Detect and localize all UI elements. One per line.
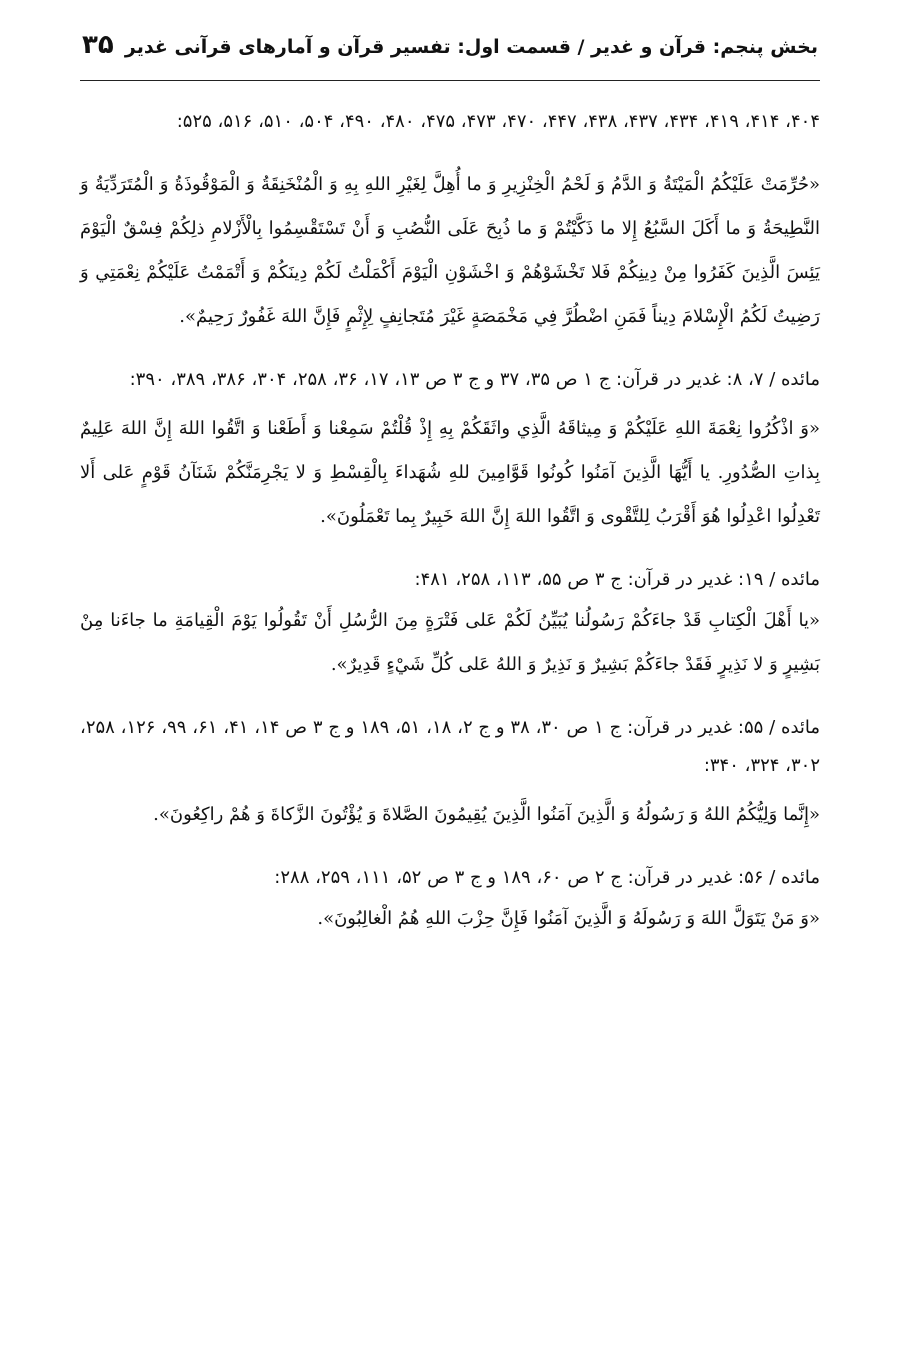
page-number: ۳۵	[82, 30, 114, 60]
reference-maidah-56: مائده / ۵۶: غدیر در قرآن: ج ۲ ص ۶۰، ۱۸۹ و ج ۳ ص ۵۲، ۱۱۱، ۲۵۹، ۲۸۸:	[274, 867, 820, 888]
running-title: بخش پنجم: قرآن و غدیر / قسمت اول: تفسیر قرآن و آمارهای قرآنی غدیر	[124, 36, 818, 58]
verse-maidah-56: «وَ مَنْ يَتَوَلَّ اللهَ وَ رَسُولَهُ وَ الَّذِينَ آمَنُوا فَإِنَّ حِزْبَ اللهِ هُمُ الْغالِبُونَ».	[317, 908, 820, 929]
reference-maidah-19: مائده / ۱۹: غدیر در قرآن: ج ۳ ص ۵۵، ۱۱۳، ۲۵۸، ۴۸۱:	[414, 569, 820, 590]
verse-maidah-19: «يا أَهْلَ الْكِتابِ قَدْ جاءَكُمْ رَسُولُنا يُبَيِّنُ لَكُمْ عَلى فَتْرَةٍ مِنَ الرُّسُلِ أَنْ تَقُولُوا يَوْمَ الْقِيامَةِ ما جاءَنا مِنْ بَشِيرٍ وَ لا نَذِيرٍ فَقَدْ جاءَكُمْ بَشِيرٌ وَ نَذِيرٌ وَ اللهُ عَلى كُلِّ شَيْءٍ قَدِيرٌ».	[80, 610, 820, 675]
page-header	[80, 30, 820, 81]
reference-maidah-55: مائده / ۵۵: غدیر در قرآن: ج ۱ ص ۳۰، ۳۸ و ج ۲، ۱۸، ۵۱، ۱۸۹ و ج ۳ ص ۱۴، ۴۱، ۶۱، ۹۹، ۱۲۶، ۲۵۸، ۳۰۲، ۳۲۴، ۳۴۰:	[80, 717, 821, 776]
page	[80, 30, 820, 941]
reference-maidah-7-8: مائده / ۷، ۸: غدیر در قرآن: ج ۱ ص ۳۵، ۳۷ و ج ۳ ص ۱۳، ۱۷، ۳۶، ۲۵۸، ۳۰۴، ۳۸۶، ۳۸۹، ۳۹۰:	[129, 369, 820, 390]
reference-continuation: ۴۰۴، ۴۱۴، ۴۱۹، ۴۳۴، ۴۳۷، ۴۳۸، ۴۴۷، ۴۷۰، ۴۷۳، ۴۷۵، ۴۸۰، ۴۹۰، ۵۰۴، ۵۱۰، ۵۱۶، ۵۲۵:	[176, 111, 820, 132]
page-body	[80, 103, 820, 941]
verse-maidah-3: «حُرِّمَتْ عَلَيْكُمُ الْمَيْتَةُ وَ الدَّمُ وَ لَحْمُ الْخِنْزِيرِ وَ ما أُهِلَّ لِغَيْرِ اللهِ بِهِ وَ الْمُنْخَنِقَةُ وَ الْمَوْقُوذَةُ وَ الْمُتَرَدِّيَةُ وَ النَّطِيحَةُ وَ ما أَكَلَ السَّبُعُ إِلا ما ذَكَّيْتُمْ وَ ما ذُبِحَ عَلَى النُّصُبِ وَ أَنْ تَسْتَقْسِمُوا بِالْأَزْلامِ ذلِكُمْ فِسْقٌ الْيَوْمَ يَئِسَ الَّذِينَ كَفَرُوا مِنْ دِينِكُمْ فَلا تَخْشَوْهُمْ وَ اخْشَوْنِ الْيَوْمَ أَكْمَلْتُ لَكُمْ دِينَكُمْ وَ أَتْمَمْتُ عَلَيْكُمْ نِعْمَتِي وَ رَضِيتُ لَكُمُ الْإِسْلامَ دِيناً فَمَنِ اضْطُرَّ فِي مَخْمَصَةٍ غَيْرَ مُتَجانِفٍ لِإِثْمٍ فَإِنَّ اللهَ غَفُورٌ رَحِيمٌ».	[80, 174, 820, 327]
verse-maidah-7-8: «وَ اذْكُرُوا نِعْمَةَ اللهِ عَلَيْكُمْ وَ مِيثاقَهُ الَّذِي واثَقَكُمْ بِهِ إِذْ قُلْتُمْ سَمِعْنا وَ أَطَعْنا وَ اتَّقُوا اللهَ إِنَّ اللهَ عَلِيمٌ بِذاتِ الصُّدُورِ. يا أَيُّهَا الَّذِينَ آمَنُوا كُونُوا قَوَّامِينَ للهِ شُهَداءَ بِالْقِسْطِ وَ لا يَجْرِمَنَّكُمْ شَنَآنُ قَوْمٍ عَلى أَلا تَعْدِلُوا اعْدِلُوا هُوَ أَقْرَبُ لِلتَّقْوى وَ اتَّقُوا اللهَ إِنَّ اللهَ خَبِيرٌ بِما تَعْمَلُونَ».	[80, 418, 820, 527]
verse-maidah-55: «إِنَّما وَلِيُّكُمُ اللهُ وَ رَسُولُهُ وَ الَّذِينَ آمَنُوا الَّذِينَ يُقِيمُونَ الصَّلاةَ وَ يُؤْتُونَ الزَّكاةَ وَ هُمْ راكِعُونَ».	[153, 804, 820, 825]
